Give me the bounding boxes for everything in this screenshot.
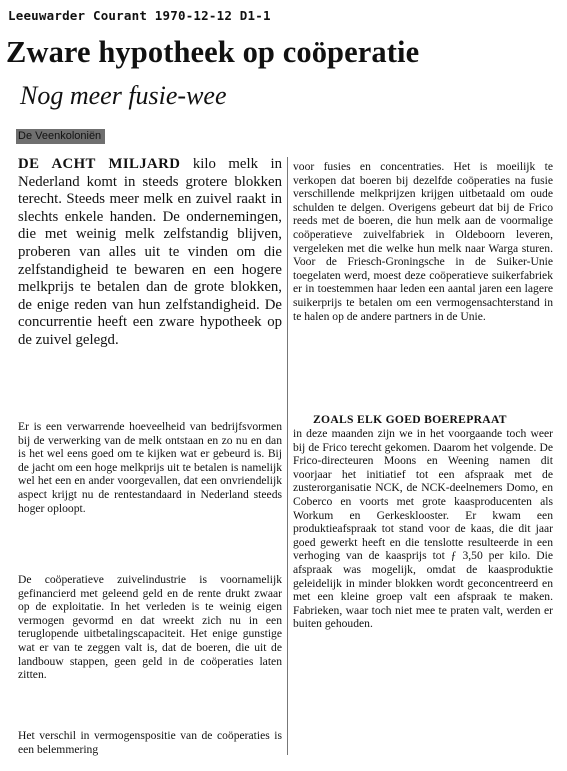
paragraph: Het verschil in vermogenspositie van de coöperaties is een belemmering [18,729,282,756]
paragraph: De coöperatieve zuivelindustrie is voornamelijk gefinancierd met geleend geld en de rente drukt zwaar op de exploitatie. In het verleden is te weinig eigen vermogen gevormd en dat wreekt zich nu in een teruglopende uitbetalingscapaciteit. Het enige gunstige wat er van te zeggen valt is, dat de boeren, die uit de landbouw stappen, geen geld in de coöperaties laten zitten. [18,573,282,682]
paragraph: Er is een verwarrende hoeveelheid van bedrijfsvormen bij de verwerking van de melk ontstaan en zo nu en dan is het wel eens goed om te kijken wat er gebeurd is. Bij de jacht om een hoge melkprijs uit te betalen is namelijk wel het een en ander voorgevallen, dat een onvriendelijk aspect krijgt nu de rentestandaard in Nederland steeds hoger oploopt. [18,420,282,515]
left-body-2 [18,573,282,682]
right-subheading-wrap [293,413,553,427]
paragraph: voor fusies en concentraties. Het is moeilijk te verkopen dat boeren bij dezelfde coöperaties na fusie verschillende melkprijzen krijgen uitbetaald om oude schulden te delgen. Overigens gebeurt dat bij de Frico reeds met de boeren, die hun melk aan de voormalige coöperatieve zuivelfabriek in Oldeboorn leveren, vergeleken met die welke hun melk naar Warga sturen. Voor de Friesch-Groningsche in de Suiker-Unie toegelaten werd, moest deze coöperatieve suikerfabriek er in toestemmen haar leden een aantal jaren een lagere suikerprijs te betalen om een vermogensachterstand in te halen op de andere partners in de Unie. [293,160,553,323]
newspaper-source-line: Leeuwarder Courant 1970-12-12 D1-1 [8,8,271,23]
column-divider [287,157,288,755]
right-body-1 [293,160,553,323]
article-headline: Zware hypotheek op coöperatie [6,35,420,69]
right-body-2 [293,427,553,631]
lead-text: kilo melk in Nederland komt in steeds grotere blokken terecht. Steeds meer melk en zuivel raakt in slechts enkele handen. De ondernemingen, die met weinig melk zelfstandig blijven, proberen van alles uit te vinden om die zelfstandigheid te bewaren en een hogere melkprijs te betalen dan de grote blokken, de enige reden van hun zelfstandigheid. De concurrentie heeft een zware hypotheek op de zuivel gelegd. [18,156,283,348]
left-body-3 [18,729,282,756]
left-column [18,156,282,350]
lead-paragraph [18,156,282,350]
article-subheadline: Nog meer fusie-wee [20,81,227,110]
section-subheading: ZOALS ELK GOED BOEREPRAAT [313,413,507,426]
lead-caps: DE ACHT MILJARD [18,156,181,172]
byline-label: De Veenkoloniën [16,129,105,144]
left-body-1 [18,420,282,515]
paragraph: in deze maanden zijn we in het voorgaande toch weer bij de Frico terecht gekomen. Daarom het volgende. De Frico-directeuren Moons en Weening namen dit voorjaar het initiatief tot een afspraak met de zusterorganisatie NCK, de NCK-deelnemers Domo, en Coberco en voorts met grote kaasproducenten als Workum en Gerkesklooster. Er kwam een produktieafspraak tot stand voor de kaas, die dit jaar goed gewerkt heeft en die tenslotte resulteerde in een verhoging van de kaasprijs tot ƒ 3,50 per kilo. Die afspraak was mogelijk, omdat de kaasproduktie geleidelijk in minder blokken wordt geconcentreerd en met een kleine groep valt een afspraak te maken. Fabrieken, waar toch niet mee te praten valt, werden er buiten gehouden. [293,427,553,631]
